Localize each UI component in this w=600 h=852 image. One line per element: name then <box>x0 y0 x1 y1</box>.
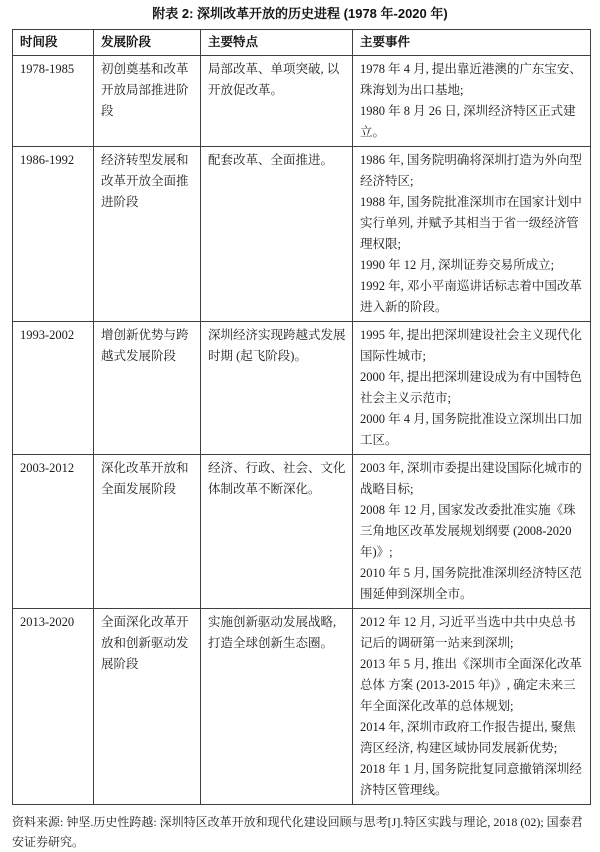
cell-features: 实施创新驱动发展战略, 打造全球创新生态圈。 <box>201 609 353 805</box>
event-line: 2008 年 12 月, 国家发改委批准实施《珠三角地区改革发展规划纲要 (2008-2020 年)》; <box>360 503 576 559</box>
table-row <box>13 609 591 805</box>
event-line: 1980 年 8 月 26 日, 深圳经济特区正式建立。 <box>360 104 576 139</box>
table-header-row <box>13 30 591 56</box>
event-line: 1986 年, 国务院明确将深圳打造为外向型经济特区; <box>360 153 582 188</box>
cell-features: 深圳经济实现跨越式发展时期 (起飞阶段)。 <box>201 322 353 455</box>
cell-period: 1986-1992 <box>13 147 94 322</box>
cell-stage: 初创奠基和改革开放局部推进阶段 <box>94 56 201 147</box>
source-note: 资料来源: 钟坚.历史性跨越: 深圳特区改革开放和现代化建设回顾与思考[J].特区实践与理论, 2018 (02); 国泰君安证券研究。 <box>12 815 583 849</box>
event-line: 2012 年 12 月, 习近平当选中共中央总书记后的调研第一站来到深圳; <box>360 615 576 650</box>
cell-period: 2003-2012 <box>13 455 94 609</box>
table-row <box>13 322 591 455</box>
event-line: 1978 年 4 月, 提出靠近港澳的广东宝安、珠海划为出口基地; <box>360 62 582 97</box>
event-line: 1988 年, 国务院批准深圳市在国家计划中实行单列, 并赋予其相当于省一级经济管理权限; <box>360 195 582 251</box>
cell-events <box>353 609 591 805</box>
col-header-period: 时间段 <box>13 30 94 56</box>
history-table <box>12 29 591 805</box>
event-line: 2010 年 5 月, 国务院批准深圳经济特区范围延伸到深圳全市。 <box>360 566 582 601</box>
table-row <box>13 56 591 147</box>
col-header-events: 主要事件 <box>353 30 591 56</box>
event-line: 2014 年, 深圳市政府工作报告提出, 聚焦湾区经济, 构建区域协同发展新优势; <box>360 720 576 755</box>
document-page <box>0 5 600 849</box>
cell-stage: 经济转型发展和改革开放全面推进阶段 <box>94 147 201 322</box>
cell-period: 1993-2002 <box>13 322 94 455</box>
cell-stage: 增创新优势与跨越式发展阶段 <box>94 322 201 455</box>
col-header-stage: 发展阶段 <box>94 30 201 56</box>
event-line: 2000 年, 提出把深圳建设成为有中国特色社会主义示范市; <box>360 370 582 405</box>
table-caption: 附表 2: 深圳改革开放的历史进程 (1978 年-2020 年) <box>152 6 448 21</box>
event-line: 2003 年, 深圳市委提出建设国际化城市的战略目标; <box>360 461 582 496</box>
cell-period: 1978-1985 <box>13 56 94 147</box>
cell-events <box>353 56 591 147</box>
cell-events <box>353 147 591 322</box>
table-row <box>13 455 591 609</box>
event-line: 2000 年 4 月, 国务院批准设立深圳出口加工区。 <box>360 412 582 447</box>
cell-stage: 深化改革开放和全面发展阶段 <box>94 455 201 609</box>
event-line: 2018 年 1 月, 国务院批复同意撤销深圳经济特区管理线。 <box>360 762 582 797</box>
event-line: 2013 年 5 月, 推出《深圳市全面深化改革总体 方案 (2013-2015 年)》, 确定未来三年全面深化改革的总体规划; <box>360 657 582 713</box>
cell-stage: 全面深化改革开放和创新驱动发展阶段 <box>94 609 201 805</box>
event-line: 1990 年 12 月, 深圳证券交易所成立; <box>360 258 555 272</box>
cell-period: 2013-2020 <box>13 609 94 805</box>
event-line: 1992 年, 邓小平南巡讲话标志着中国改革进入新的阶段。 <box>360 279 582 314</box>
cell-features: 经济、行政、社会、文化体制改革不断深化。 <box>201 455 353 609</box>
cell-features: 局部改革、单项突破, 以开放促改革。 <box>201 56 353 147</box>
event-line: 1995 年, 提出把深圳建设社会主义现代化国际性城市; <box>360 328 582 363</box>
cell-features: 配套改革、全面推进。 <box>201 147 353 322</box>
cell-events <box>353 455 591 609</box>
col-header-features: 主要特点 <box>201 30 353 56</box>
cell-events <box>353 322 591 455</box>
table-row <box>13 147 591 322</box>
